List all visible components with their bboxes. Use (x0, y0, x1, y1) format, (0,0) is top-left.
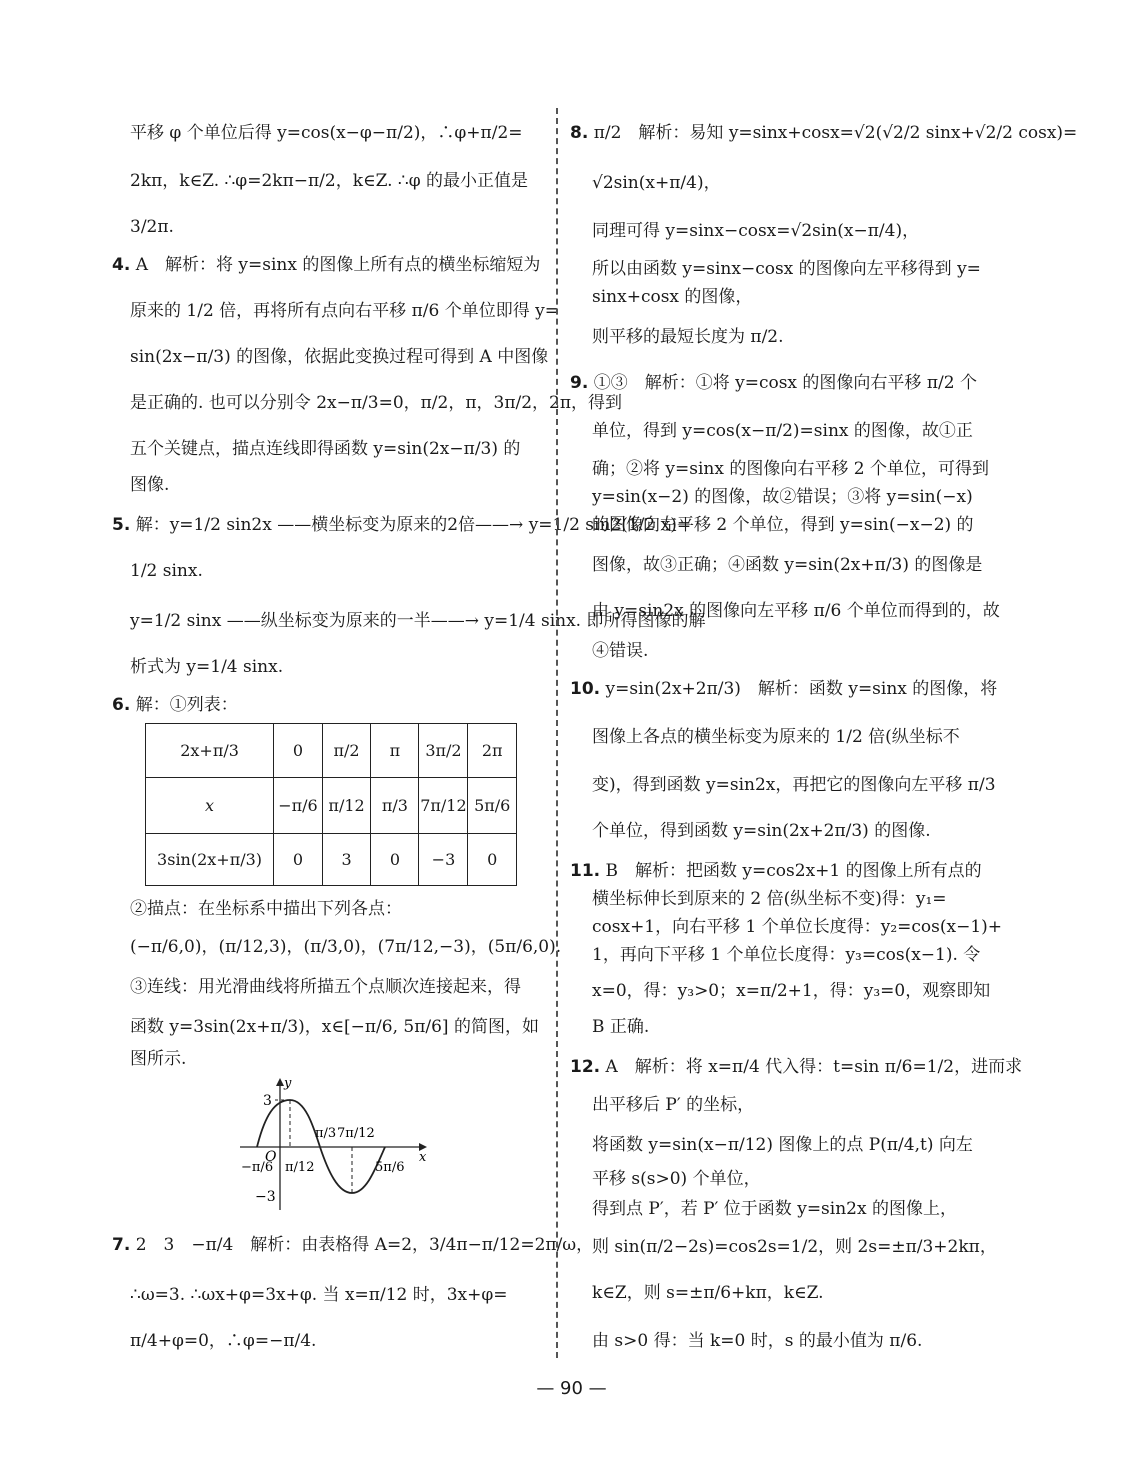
text-line: 平移 s(s>0) 个单位， (592, 1169, 761, 1189)
question-number: 11. (570, 861, 601, 881)
table-cell: 2x+π/3 (146, 724, 274, 778)
text-line: 解：①列表： (135, 695, 238, 715)
value-table (145, 723, 517, 886)
text-line: √2sin(x+π/4)， (592, 173, 721, 193)
table-cell: 7π/12 (419, 778, 468, 834)
text-line: y=sin(2x+2π/3) 解析：函数 y=sinx 的图像，将 (605, 679, 998, 699)
origin-label: O (265, 1149, 277, 1165)
text-line: 五个关键点，描点连线即得函数 y=sin(2x−π/3) 的 (130, 439, 521, 459)
table-cell: 3 (322, 834, 371, 886)
text-line: x=0，得：y₃>0；x=π/2+1，得：y₃=0，观察即知 (592, 981, 991, 1001)
text-line: 图像上各点的横坐标变为原来的 1/2 倍(纵坐标不 (592, 727, 960, 747)
tick-label: 5π/6 (375, 1160, 405, 1175)
text-line: y=sin(x−2) 的图像，故②错误；③将 y=sin(−x) (592, 487, 973, 507)
text-line: 所以由函数 y=sinx−cosx 的图像向左平移得到 y= (592, 259, 981, 279)
tick-label: −π/6 (241, 1160, 274, 1175)
text-line: 析式为 y=1/4 sinx. (130, 657, 284, 677)
text-line: π/2 解析：易知 y=sinx+cosx=√2(√2/2 sinx+√2/2 cosx)= (593, 123, 1078, 143)
question-number: 6. (112, 695, 131, 715)
text-line: 个单位，得到函数 y=sin(2x+2π/3) 的图像. (592, 821, 931, 841)
tick-label: 7π/12 (337, 1126, 375, 1141)
text-line: 3/2π. (130, 217, 174, 237)
table-cell: 0 (371, 834, 419, 886)
text-line: y=1/2 sinx ——纵坐标变为原来的一半——→ y=1/4 sinx. 即所得图像的解 (130, 611, 706, 631)
text-line: ①③ 解析：①将 y=cosx 的图像向右平移 π/2 个 (593, 373, 977, 393)
tick-label: π/3 (315, 1126, 337, 1141)
table-cell: −3 (419, 834, 468, 886)
page-number: — 90 — (536, 1378, 607, 1399)
text-line: 由 y=sin2x 的图像向左平移 π/6 个单位而得到的，故 (592, 601, 1000, 621)
text-line: 出平移后 P′ 的坐标， (592, 1095, 755, 1115)
table-cell: 0 (274, 834, 323, 886)
text-line: A 解析：将 y=sinx 的图像上所有点的横坐标缩短为 (135, 255, 541, 275)
text-line: 则 sin(π/2−2s)=cos2s=1/2，则 2s=±π/3+2kπ， (592, 1237, 997, 1257)
text-line: 图像，故③正确；④函数 y=sin(2x+π/3) 的图像是 (592, 555, 983, 575)
text-line: 解：y=1/2 sin2x ——横坐标变为原来的2倍——→ y=1/2 sin2(1/2 x)= (135, 515, 692, 535)
text-line: 将函数 y=sin(x−π/12) 图像上的点 P(π/4,t) 向左 (592, 1135, 973, 1155)
question-number: 7. (112, 1235, 131, 1255)
table-cell: π/2 (322, 724, 371, 778)
question-number: 9. (570, 373, 589, 393)
table-cell: 5π/6 (468, 778, 517, 834)
table-cell: 0 (468, 834, 517, 886)
table-cell: x (146, 778, 274, 834)
tick-label: 3 (263, 1093, 272, 1109)
table-row (146, 724, 517, 778)
text-line: k∈Z，则 s=±π/6+kπ，k∈Z. (592, 1283, 824, 1303)
text-line: π/4+φ=0，∴φ=−π/4. (130, 1331, 317, 1351)
table-cell: π (371, 724, 419, 778)
text-line: A 解析：将 x=π/4 代入得：t=sin π/6=1/2，进而求 (605, 1057, 1023, 1077)
text-line: 平移 φ 个单位后得 y=cos(x−φ−π/2)，∴φ+π/2= (130, 123, 523, 143)
text-line: 图像. (130, 475, 170, 495)
x-axis-label: x (419, 1150, 427, 1165)
text-line: ∴ω=3. ∴ωx+φ=3x+φ. 当 x=π/12 时，3x+φ= (130, 1285, 508, 1305)
table-cell: π/3 (371, 778, 419, 834)
text-line: 1，再向下平移 1 个单位长度得：y₃=cos(x−1). 令 (592, 945, 981, 965)
text-line: B 解析：把函数 y=cos2x+1 的图像上所有点的 (605, 861, 982, 881)
y-axis-arrow (276, 1078, 284, 1086)
text-line: 1/2 sinx. (130, 561, 203, 581)
text-line: (−π/6,0)，(π/12,3)，(π/3,0)，(7π/12,−3)，(5π/6,0). (130, 937, 562, 957)
text-line: 函数 y=3sin(2x+π/3)，x∈[−π/6, 5π/6] 的简图，如 (130, 1017, 539, 1037)
tick-label: −3 (255, 1189, 276, 1205)
text-line: 原来的 1/2 倍，再将所有点向右平移 π/6 个单位即得 y= (130, 301, 559, 321)
table-row (146, 778, 517, 834)
text-line: sin(2x−π/3) 的图像，依据此变换过程可得到 A 中图像 (130, 347, 549, 367)
question-number: 4. (112, 255, 131, 275)
text-line: 的图像向左平移 2 个单位，得到 y=sin(−x−2) 的 (592, 515, 974, 535)
text-line: cosx+1，向右平移 1 个单位长度得：y₂=cos(x−1)+ (592, 917, 1003, 937)
text-line: 同理可得 y=sinx−cosx=√2sin(x−π/4)， (592, 221, 920, 241)
table-cell: 3sin(2x+π/3) (146, 834, 274, 886)
tick-label: π/12 (285, 1160, 315, 1175)
text-line: 变)，得到函数 y=sin2x，再把它的图像向左平移 π/3 (592, 775, 996, 795)
text-line: B 正确. (592, 1017, 650, 1037)
text-line: ④错误. (592, 641, 649, 661)
text-line: 横坐标伸长到原来的 2 倍(纵坐标不变)得：y₁= (592, 889, 947, 909)
text-line: 2kπ，k∈Z. ∴φ=2kπ−π/2，k∈Z. ∴φ 的最小正值是 (130, 171, 529, 191)
sine-graph (235, 1075, 435, 1215)
text-line: 单位，得到 y=cos(x−π/2)=sinx 的图像，故①正 (592, 421, 973, 441)
column-divider (556, 108, 558, 1358)
text-line: 图所示. (130, 1049, 187, 1069)
text-line: 2 3 −π/4 解析：由表格得 A=2，3/4π−π/12=2π/ω， (135, 1235, 594, 1255)
text-line: ②描点：在坐标系中描出下列各点： (130, 899, 402, 919)
table-cell: π/12 (322, 778, 371, 834)
text-line: ③连线：用光滑曲线将所描五个点顺次连接起来，得 (130, 977, 521, 997)
question-number: 8. (570, 123, 589, 143)
text-line: 是正确的. 也可以分别令 2x−π/3=0，π/2，π，3π/2，2π，得到 (130, 393, 623, 413)
table-cell: −π/6 (274, 778, 323, 834)
question-number: 10. (570, 679, 601, 699)
text-line: sinx+cosx 的图像， (592, 287, 753, 307)
text-line: 得到点 P′，若 P′ 位于函数 y=sin2x 的图像上， (592, 1199, 957, 1219)
text-line: 确；②将 y=sinx 的图像向右平移 2 个单位，可得到 (592, 459, 989, 479)
question-number: 5. (112, 515, 131, 535)
text-line: 由 s>0 得：当 k=0 时，s 的最小值为 π/6. (592, 1331, 923, 1351)
table-row (146, 834, 517, 886)
table-cell: 3π/2 (419, 724, 468, 778)
table-cell: 2π (468, 724, 517, 778)
text-line: 则平移的最短长度为 π/2. (592, 327, 784, 347)
table-cell: 0 (274, 724, 323, 778)
y-axis-label: y (284, 1076, 292, 1091)
question-number: 12. (570, 1057, 601, 1077)
